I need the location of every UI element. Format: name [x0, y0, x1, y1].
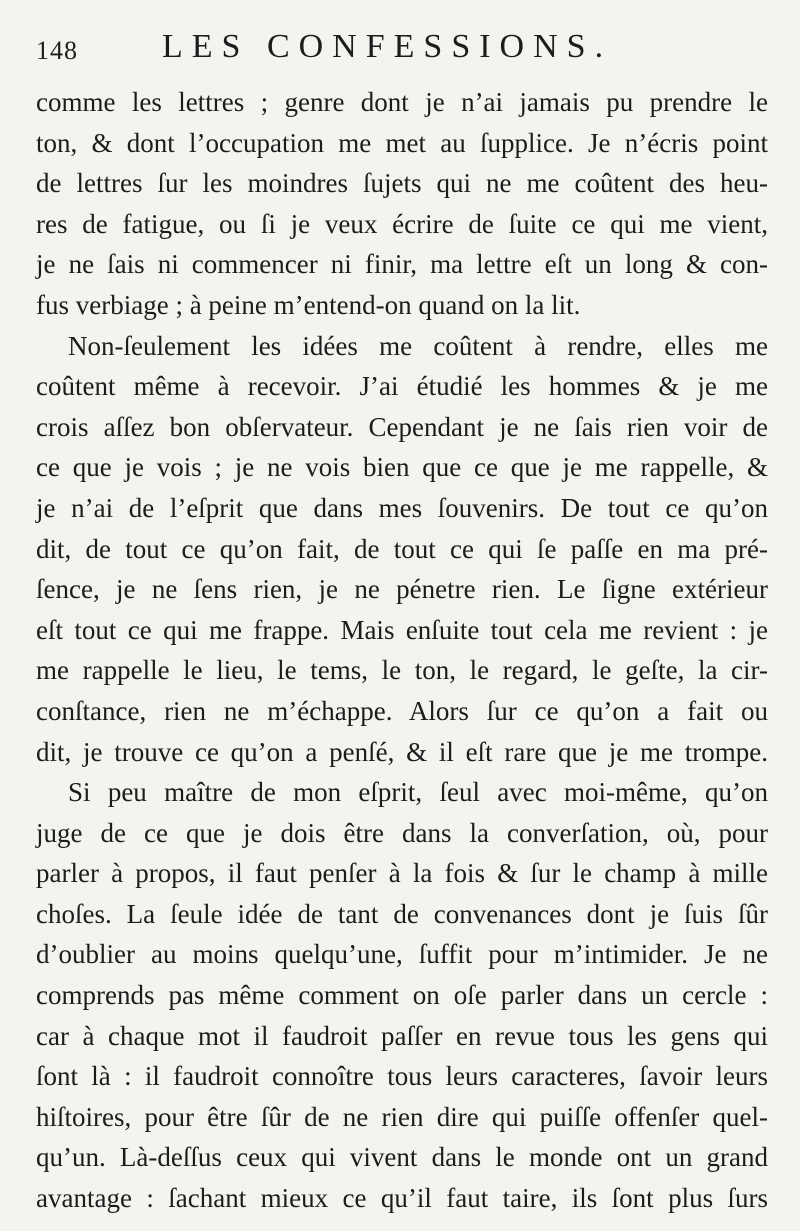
text-line: Non-ſeulement les idées me coûtent à rendre, elles me — [68, 330, 768, 361]
text-line: res de fatigue, ou ſi je veux écrire de ſuite ce qui me vient, — [36, 208, 768, 239]
text-line: d’oublier au moins quelqu’une, ſuffit pour m’intimider. Je ne — [36, 939, 768, 970]
body-text — [36, 82, 768, 1219]
text-line: car à chaque mot il faudroit paſſer en revue tous les gens qui — [36, 1020, 768, 1051]
text-line: je n’ai de l’eſprit que dans mes ſouvenirs. De tout ce qu’on — [36, 492, 768, 523]
text-line: dit, je trouve ce qu’on a penſé, & il eſt rare que je me trompe. — [36, 736, 768, 767]
text-line: Si peu maître de mon eſprit, ſeul avec moi-même, qu’on — [68, 777, 768, 808]
text-line: ſence, je ne ſens rien, je ne pénetre rien. Le ſigne extérieur — [36, 574, 768, 605]
text-line: je ne ſais ni commencer ni finir, ma lettre eſt un long & con- — [36, 249, 768, 280]
text-line: ſont là : il faudroit connoître tous leurs caracteres, ſavoir leurs — [36, 1061, 768, 1092]
page-number: 148 — [36, 36, 78, 65]
text-line: qu’un. Là-deſſus ceux qui vivent dans le monde ont un grand — [36, 1142, 768, 1173]
text-line: avantage : ſachant mieux ce qu’il faut taire, ils ſont plus ſurs — [36, 1183, 768, 1214]
text-line: comprends pas même comment on oſe parler dans un cercle : — [36, 980, 768, 1011]
running-title: LES CONFESSIONS. — [162, 28, 613, 65]
text-line: ton, & dont l’occupation me met au ſupplice. Je n’écris point — [36, 127, 768, 158]
text-line: choſes. La ſeule idée de tant de convenances dont je ſuis ſûr — [36, 898, 768, 929]
page-header — [36, 26, 776, 70]
text-line: de lettres ſur les moindres ſujets qui ne me coûtent des heu- — [36, 168, 768, 199]
text-line: eſt tout ce qui me frappe. Mais enſuite tout cela me revient : je — [36, 614, 768, 645]
text-line: coûtent même à recevoir. J’ai étudié les hommes & je me — [36, 371, 768, 402]
text-line: dit, de tout ce qu’on fait, de tout ce qui ſe paſſe en ma pré- — [36, 533, 768, 564]
text-line: hiſtoires, pour être ſûr de ne rien dire qui puiſſe offenſer quel- — [36, 1101, 768, 1132]
text-line: conſtance, rien ne m’échappe. Alors ſur ce qu’on a fait ou — [36, 695, 768, 726]
text-line: ce que je vois ; je ne vois bien que ce que je me rappelle, & — [36, 452, 768, 483]
text-line: me rappelle le lieu, le tems, le ton, le regard, le geſte, la cir- — [36, 655, 768, 686]
text-line: parler à propos, il faut penſer à la fois & ſur le champ à mille — [36, 858, 768, 889]
text-line: fus verbiage ; à peine m’entend-on quand on la lit. — [36, 289, 581, 320]
text-line: comme les lettres ; genre dont je n’ai jamais pu prendre le — [36, 87, 768, 117]
text-line: juge de ce que je dois être dans la converſation, où, pour — [36, 817, 768, 848]
text-line: crois aſſez bon obſervateur. Cependant je ne ſais rien voir de — [36, 411, 768, 442]
